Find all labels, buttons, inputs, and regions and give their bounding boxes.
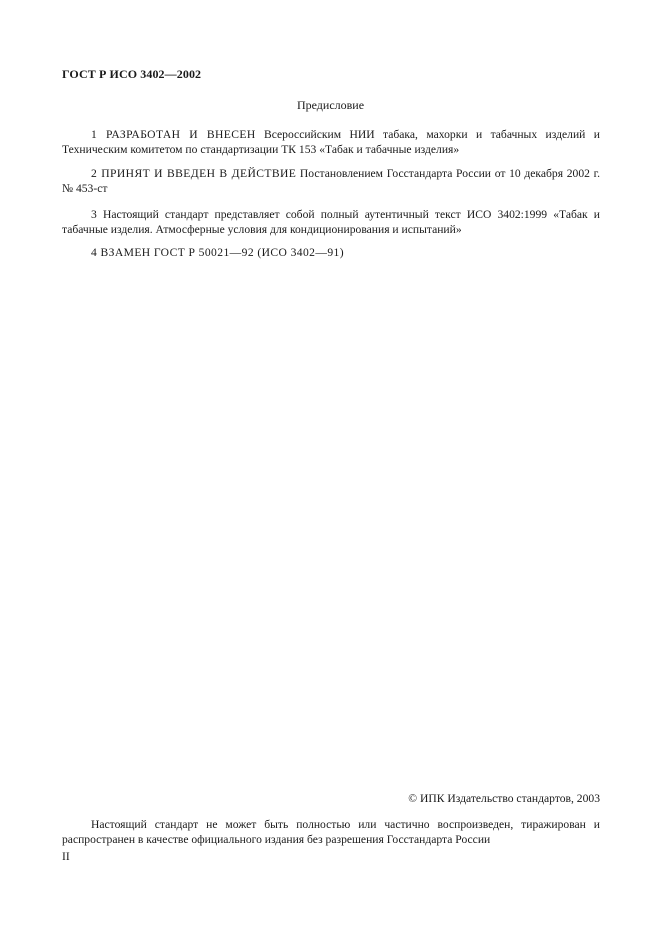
page-number: II: [62, 850, 70, 863]
foreword-item-3-lead: 3: [91, 208, 97, 221]
foreword-item-4-lead: 4 ВЗАМЕН ГОСТ Р 50021—92 (ИСО 3402—91): [91, 246, 345, 259]
foreword-item-1: [62, 127, 600, 157]
foreword-title: Предисловие: [296, 98, 365, 112]
copyright-line: © ИПК Издательство стандартов, 2003: [408, 792, 600, 805]
foreword-item-2-text: Постановлением Госстандарта России от 10 декабря 2002 г. № 453-ст: [62, 167, 600, 195]
foreword-item-1-lead: 1 РАЗРАБОТАН И ВНЕСЕН: [91, 128, 256, 141]
foreword-item-2: [62, 166, 600, 196]
foreword-item-1-text: Всероссийским НИИ табака, махорки и табачных изделий и Техническим комитетом по стандартизации ТК 153 «Табак и табачные изделия»: [62, 128, 600, 156]
foreword-item-2-lead: 2 ПРИНЯТ И ВВЕДЕН В ДЕЙСТВИЕ: [91, 167, 297, 180]
foreword-item-3: [62, 207, 600, 237]
reproduction-notice: Настоящий стандарт не может быть полностью или частично воспроизведен, тиражирован и распространен в качестве официального издания без разрешения Госстандарта России: [62, 818, 600, 846]
document-code-header: ГОСТ Р ИСО 3402—2002: [62, 67, 202, 81]
foreword-item-4: [62, 245, 600, 260]
foreword-item-3-text: Настоящий стандарт представляет собой полный аутентичный текст ИСО 3402:1999 «Табак и табачные изделия. Атмосферные условия для кондиционирования и испытаний»: [62, 208, 600, 236]
